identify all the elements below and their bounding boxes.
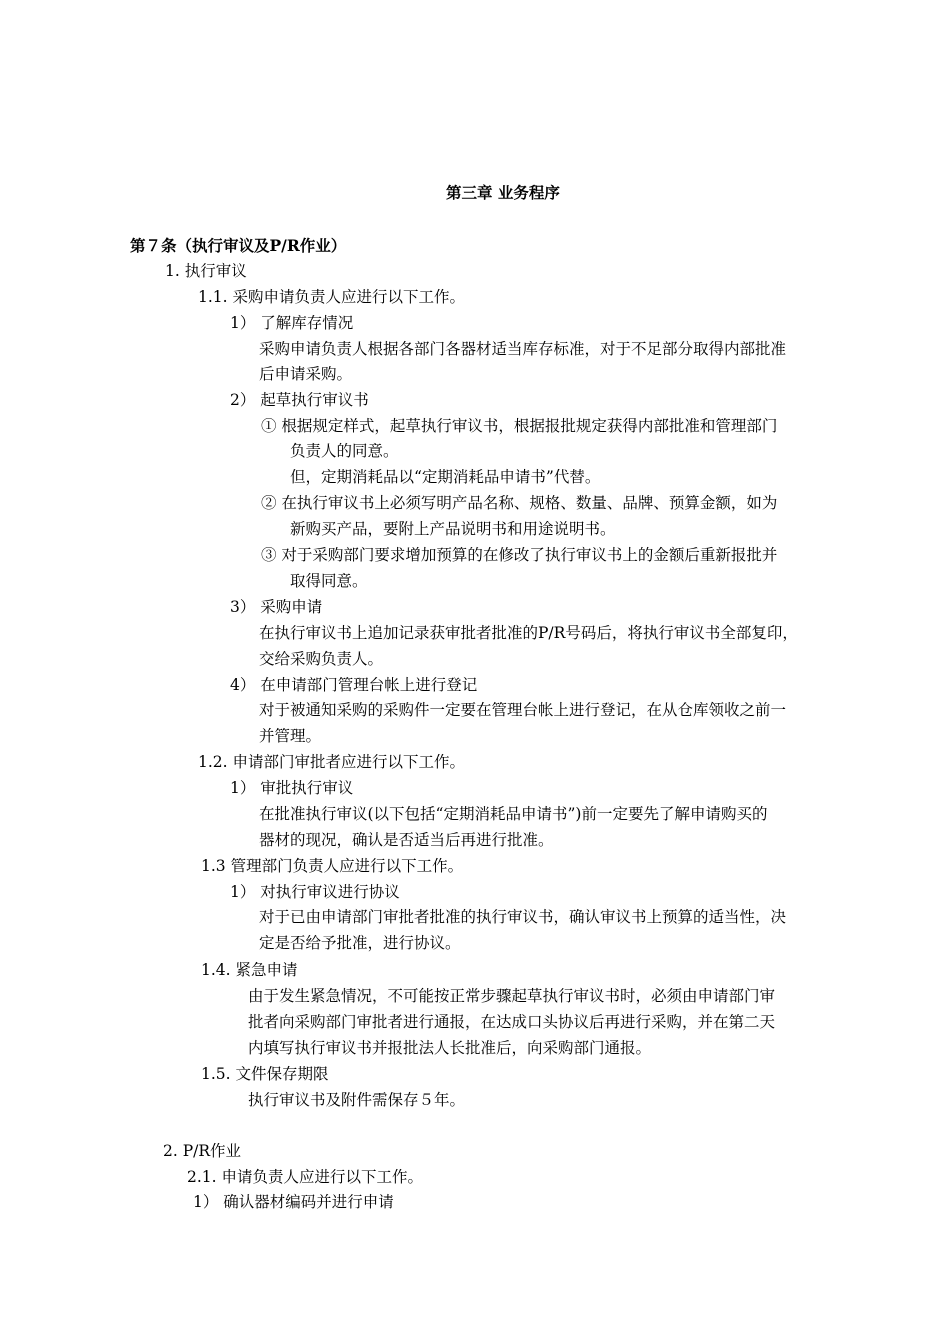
paragraph-line: ① 根据规定样式，起草执行审议书，根据报批规定获得内部批准和管理部门 <box>261 417 778 435</box>
item-heading: 1） 确认器材编码并进行申请 <box>193 1193 394 1211</box>
paragraph-line: 在批准执行审议(以下包括“定期消耗品申请书”)前一定要先了解申请购买的 <box>259 805 768 823</box>
paragraph-line: 新购买产品，要附上产品说明书和用途说明书。 <box>290 520 616 538</box>
item-heading: 2） 起草执行审议书 <box>230 391 369 409</box>
item-heading: 4） 在申请部门管理台帐上进行登记 <box>230 676 478 694</box>
item-heading: 1） 了解库存情况 <box>230 314 354 332</box>
section-heading: 2. P/R作业 <box>163 1142 242 1160</box>
paragraph-line: 负责人的同意。 <box>290 442 399 460</box>
section-heading: 1. 执行审议 <box>165 262 247 280</box>
subsection-heading: 1.2. 申请部门审批者应进行以下工作。 <box>198 753 466 771</box>
item-heading: 3） 采购申请 <box>230 598 323 616</box>
paragraph-line: ③ 对于采购部门要求增加预算的在修改了执行审议书上的金额后重新报批并 <box>261 546 778 564</box>
paragraph-line: 对于被通知采购的采购件一定要在管理台帐上进行登记，在从仓库领收之前一 <box>259 701 787 719</box>
paragraph-line: 并管理。 <box>259 727 322 745</box>
chapter-title: 第三章 业务程序 <box>446 183 560 202</box>
item-heading: 1） 对执行审议进行协议 <box>230 883 400 901</box>
subsection-heading: 1.5. 文件保存期限 <box>201 1065 329 1083</box>
paragraph-line: 内填写执行审议书并报批法人长批准后，向采购部门通报。 <box>248 1039 652 1057</box>
paragraph-line: ② 在执行审议书上必须写明产品名称、规格、数量、品牌、预算金额，如为 <box>261 494 778 512</box>
paragraph-line: 但，定期消耗品以“定期消耗品申请书”代替。 <box>290 468 601 486</box>
article-title: 第７条（执行审议及P/R作业） <box>130 236 347 255</box>
paragraph-line: 器材的现况，确认是否适当后再进行批准。 <box>259 831 554 849</box>
subsection-heading: 1.4. 紧急申请 <box>201 961 298 979</box>
paragraph-line: 交给采购负责人。 <box>259 650 384 668</box>
paragraph-line: 批者向采购部门审批者进行通报，在达成口头协议后再进行采购，并在第二天 <box>248 1013 776 1031</box>
item-heading: 1） 审批执行审议 <box>230 779 354 797</box>
subsection-heading: 2.1. 申请负责人应进行以下工作。 <box>187 1168 424 1186</box>
paragraph-line: 取得同意。 <box>290 572 368 590</box>
paragraph-line: 执行审议书及附件需保存５年。 <box>248 1091 466 1109</box>
paragraph-line: 由于发生紧急情况，不可能按正常步骤起草执行审议书时，必须由申请部门审 <box>248 987 776 1005</box>
paragraph-line: 在执行审议书上追加记录获审批者批准的P/R号码后，将执行审议书全部复印， <box>259 624 798 642</box>
subsection-heading: 1.1. 采购申请负责人应进行以下工作。 <box>198 288 466 306</box>
paragraph-line: 对于已由申请部门审批者批准的执行审议书，确认审议书上预算的适当性，决 <box>259 908 787 926</box>
paragraph-line: 后申请采购。 <box>259 365 353 383</box>
paragraph-line: 采购申请负责人根据各部门各器材适当库存标准，对于不足部分取得内部批准 <box>259 340 787 358</box>
paragraph-line: 定是否给予批准，进行协议。 <box>259 934 461 952</box>
subsection-heading: 1.3 管理部门负责人应进行以下工作。 <box>201 857 464 875</box>
